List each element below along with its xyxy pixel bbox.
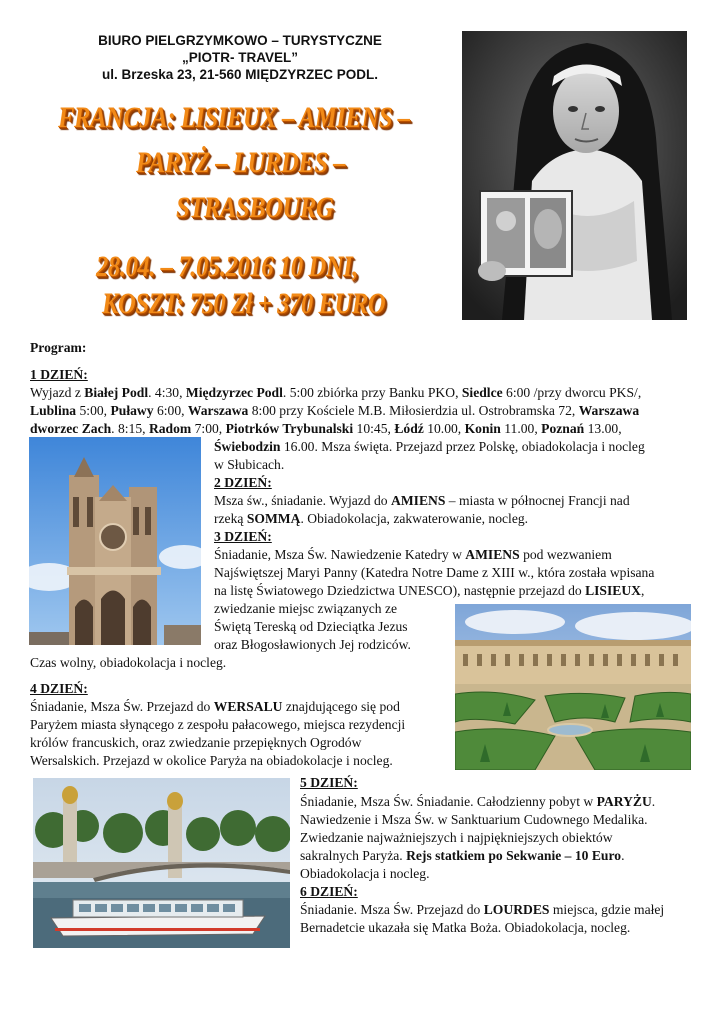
agency-name: BIURO PIELGRZYMKOWO – TURYSTYCZNE <box>98 33 382 48</box>
day5-line3: Zwiedzanie najważniejszych i najpiękniejszych obiektów <box>300 830 613 845</box>
photo-saint-therese <box>462 31 687 320</box>
trip-cost: KOSZT: 750 Zł + 370 EURO <box>102 287 386 320</box>
day2-line1: Msza św., śniadanie. Wyjazd do AMIENS – miasta w północnej Francji nad <box>214 493 630 508</box>
day6-line2: Bernadetcie ukazała się Matka Boża. Obiadokolacja, nocleg. <box>300 920 631 935</box>
day4-heading: 4 DZIEŃ: <box>30 681 88 696</box>
day1-heading: 1 DZIEŃ: <box>30 367 88 382</box>
day6-heading: 6 DZIEŃ: <box>300 884 358 899</box>
day3-line3: na listę Światowego Dziedzictwa UNESCO), następnie przejazd do LISIEUX, <box>214 583 645 598</box>
agency-header <box>40 32 440 83</box>
day3-line6: oraz Błogosławionych Jej rodziców. <box>214 637 411 652</box>
day5-line2: Nawiedzenie i Msza Św. w Sanktuarium Cudownego Medalika. <box>300 812 648 827</box>
day5-heading: 5 DZIEŃ: <box>300 775 358 790</box>
day4-line1: Śniadanie, Msza Św. Przejazd do WERSALU znajdującego się pod <box>30 699 400 714</box>
title-line-2: PARYŻ – LURDES – <box>136 146 346 179</box>
day3-line2: Najświętszej Maryi Panny (Katedra Notre Dame z XIII w., która została wpisana <box>214 565 655 580</box>
photo-versailles-gardens <box>455 604 691 770</box>
agency-address: ul. Brzeska 23, 21-560 MIĘDZYRZEC PODL. <box>101 67 379 82</box>
day6-line1: Śniadanie. Msza Św. Przejazd do LOURDES miejsca, gdzie małej <box>300 902 665 917</box>
day1-line4: Świebodzin 16.00. Msza święta. Przejazd przez Polskę, obiadokolacja i nocleg <box>214 439 645 454</box>
day5-line1: Śniadanie, Msza Św. Śniadanie. Całodzienny pobyt w PARYŻU. <box>300 794 656 809</box>
trip-dates: 28.04. – 7.05.2016 10 DNI, <box>96 250 359 283</box>
day2-line2: rzeką SOMMĄ. Obiadokolacja, zakwaterowanie, nocleg. <box>214 511 529 526</box>
day3-line4: zwiedzanie miejsc związanych ze <box>214 601 398 616</box>
day2-heading: 2 DZIEŃ: <box>214 475 272 490</box>
day4-line4: Wersalskich. Przejazd w okolice Paryża na obiadokolacje i nocleg. <box>30 753 393 768</box>
title-line-1: FRANCJA: LISIEUX – AMIENS – <box>58 101 410 134</box>
day1-line2: Lublina 5:00, Puławy 6:00, Warszawa 8:00 przy Kościele M.B. Miłosierdzia ul. Ostrobramska 72, Warszawa <box>30 403 640 418</box>
day4-line2: Paryżem miasta słynącego z zespołu pałacowego, miejsca rezydencji <box>30 717 406 732</box>
day4-line3: królów francuskich, oraz zwiedzanie przepięknych Ogrodów <box>30 735 362 750</box>
day3-line1: Śniadanie, Msza Św. Nawiedzenie Katedry w AMIENS pod wezwaniem <box>214 547 612 562</box>
program-label: Program: <box>30 340 87 355</box>
day3-line7: Czas wolny, obiadokolacja i nocleg. <box>30 655 227 670</box>
day1-line1: Wyjazd z Białej Podl. 4:30, Międzyrzec Podl. 5:00 zbiórka przy Banku PKO, Siedlce 6:00 /przy dworcu PKS/, <box>30 385 642 400</box>
agency-brand: „PIOTR- TRAVEL” <box>182 50 298 65</box>
photo-paris-bridge-boat <box>33 778 290 948</box>
day1-line5: w Słubicach. <box>214 457 285 472</box>
photo-amiens-cathedral <box>29 437 201 645</box>
day5-line4: sakralnych Paryża. Rejs statkiem po Sekwanie – 10 Euro. <box>300 848 625 863</box>
day3-line5: Świętą Tereską od Dzieciątka Jezus <box>214 619 408 634</box>
title-line-3: STRASBOURG <box>176 191 334 224</box>
day1-line3: dworzec Zach. 8:15, Radom 7:00, Piotrków Trybunalski 10:45, Łódź 10.00, Konin 11.00, Poznań 13.00, <box>30 421 622 436</box>
day5-line5: Obiadokolacja i nocleg. <box>300 866 430 881</box>
day3-heading: 3 DZIEŃ: <box>214 529 272 544</box>
